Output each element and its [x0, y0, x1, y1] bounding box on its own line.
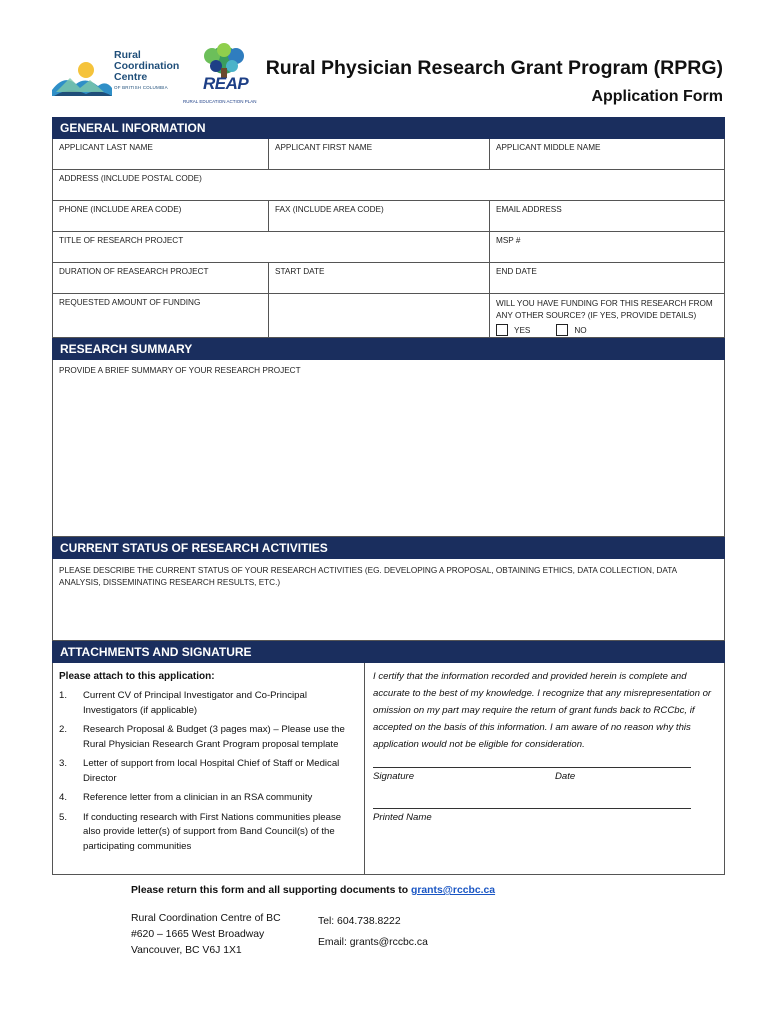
middle-name-field[interactable]: APPLICANT MIDDLE NAME	[496, 143, 601, 152]
contact-email: Email: grants@rccbc.ca	[318, 937, 428, 948]
other-funding-field	[490, 294, 724, 337]
other-funding-options	[496, 324, 718, 336]
start-date-field[interactable]: START DATE	[269, 263, 490, 293]
address-field[interactable]: ADDRESS (INCLUDE POSTAL CODE)	[59, 174, 202, 183]
list-item: 4. Reference letter from a clinician in an RSA community	[59, 792, 313, 803]
logos	[50, 42, 270, 108]
last-name-field[interactable]: APPLICANT LAST NAME	[53, 139, 269, 169]
document-subtitle: Application Form	[591, 88, 723, 105]
document-title: Rural Physician Research Grant Program (RPRG)	[265, 57, 723, 79]
current-status-header: CURRENT STATUS OF RESEARCH ACTIVITIES	[52, 537, 725, 559]
first-name-field[interactable]: APPLICANT FIRST NAME	[269, 139, 490, 169]
current-status-field[interactable]	[52, 559, 725, 641]
current-status-prompt: PLEASE DESCRIBE THE CURRENT STATUS OF YOUR RESEARCH ACTIVITIES (EG. DEVELOPING A PROPOSAL, OBTAINING ETHICS, DATA COLLECTION, DATA ANALYSIS, DISSEMINATING RESEARCH RESULTS, ETC.)	[59, 566, 677, 587]
funding-row	[52, 294, 725, 338]
list-item: 3. Letter of support from local Hospital Chief of Staff or Medical Director	[59, 758, 340, 784]
research-summary-header: RESEARCH SUMMARY	[52, 338, 725, 360]
no-checkbox[interactable]	[556, 324, 568, 336]
no-label: NO	[574, 325, 587, 335]
attachments-list	[53, 663, 365, 874]
signature-line[interactable]	[373, 767, 691, 768]
date-label: Date	[555, 771, 576, 782]
dates-row	[52, 263, 725, 294]
list-item: 2. Research Proposal & Budget (3 pages max) – Please use the Rural Physician Research Grant Program proposal template	[59, 724, 345, 750]
list-item: 5. If conducting research with First Nations communities please also provide letter(s) of support from Band Council(s) of the participating communities	[59, 811, 342, 852]
signature-block	[365, 663, 724, 874]
research-summary-prompt: PROVIDE A BRIEF SUMMARY OF YOUR RESEARCH PROJECT	[59, 366, 301, 375]
email-field[interactable]: EMAIL ADDRESS	[496, 205, 562, 214]
signature-labels	[373, 771, 716, 782]
rcc-logo-subtitle: OF BRITISH COLUMBIA	[114, 85, 168, 90]
reap-logo-subtitle: RURAL EDUCATION ACTION PLAN	[183, 99, 257, 104]
certification-statement: I certify that the information recorded and provided herein is complete and accurate to the best of my knowledge. I recognize that any misrepresentation or omission on my part may require the return of grant funds back to RCCbc, if accepted on the basis of this information. I am aware of no reason why this application would not be eligible for consideration.	[373, 671, 712, 750]
list-item: 1. Current CV of Principal Investigator and Co-Principal Investigators (if applicable)	[59, 690, 307, 716]
printed-name-line[interactable]	[373, 808, 691, 809]
telephone: Tel: 604.738.8222	[318, 916, 401, 927]
other-funding-question: WILL YOU HAVE FUNDING FOR THIS RESEARCH FROM ANY OTHER SOURCE? (IF YES, PROVIDE DETAILS)	[496, 299, 713, 320]
yes-label: YES	[514, 325, 531, 335]
yes-checkbox[interactable]	[496, 324, 508, 336]
end-date-field[interactable]: END DATE	[496, 267, 537, 276]
application-form	[52, 117, 725, 875]
funding-amount-value[interactable]	[269, 294, 490, 337]
address-row	[52, 170, 725, 201]
attachments-intro: Please attach to this application:	[59, 671, 215, 682]
signature-label: Signature	[373, 771, 415, 782]
phone-field[interactable]: PHONE (INCLUDE AREA CODE)	[53, 201, 269, 231]
rcc-logo-text: Rural Coordination Centre	[114, 49, 180, 83]
mailing-address: Rural Coordination Centre of BC #620 – 1665 West Broadway Vancouver, BC V6J 1X1	[131, 913, 281, 956]
duration-field[interactable]: DURATION OF REASEARCH PROJECT	[53, 263, 269, 293]
funding-amount-field[interactable]: REQUESTED AMOUNT OF FUNDING	[53, 294, 269, 337]
contact-details	[318, 911, 428, 953]
project-title-field[interactable]: TITLE OF RESEARCH PROJECT	[53, 232, 490, 262]
name-row	[52, 139, 725, 170]
reap-logo-text: REAP	[203, 74, 249, 93]
fax-field[interactable]: FAX (INCLUDE AREA CODE)	[269, 201, 490, 231]
general-information-header: GENERAL INFORMATION	[52, 117, 725, 139]
return-instructions: Please return this form and all supporting documents to grants@rccbc.ca	[131, 885, 496, 896]
contact-row	[52, 201, 725, 232]
return-email-link[interactable]: grants@rccbc.ca	[411, 885, 496, 896]
attachments-section	[52, 663, 725, 875]
printed-name-label: Printed Name	[373, 812, 432, 823]
project-title-row	[52, 232, 725, 263]
research-summary-field[interactable]	[52, 360, 725, 537]
attachments-header: ATTACHMENTS AND SIGNATURE	[52, 641, 725, 663]
msp-field[interactable]: MSP #	[496, 236, 521, 245]
